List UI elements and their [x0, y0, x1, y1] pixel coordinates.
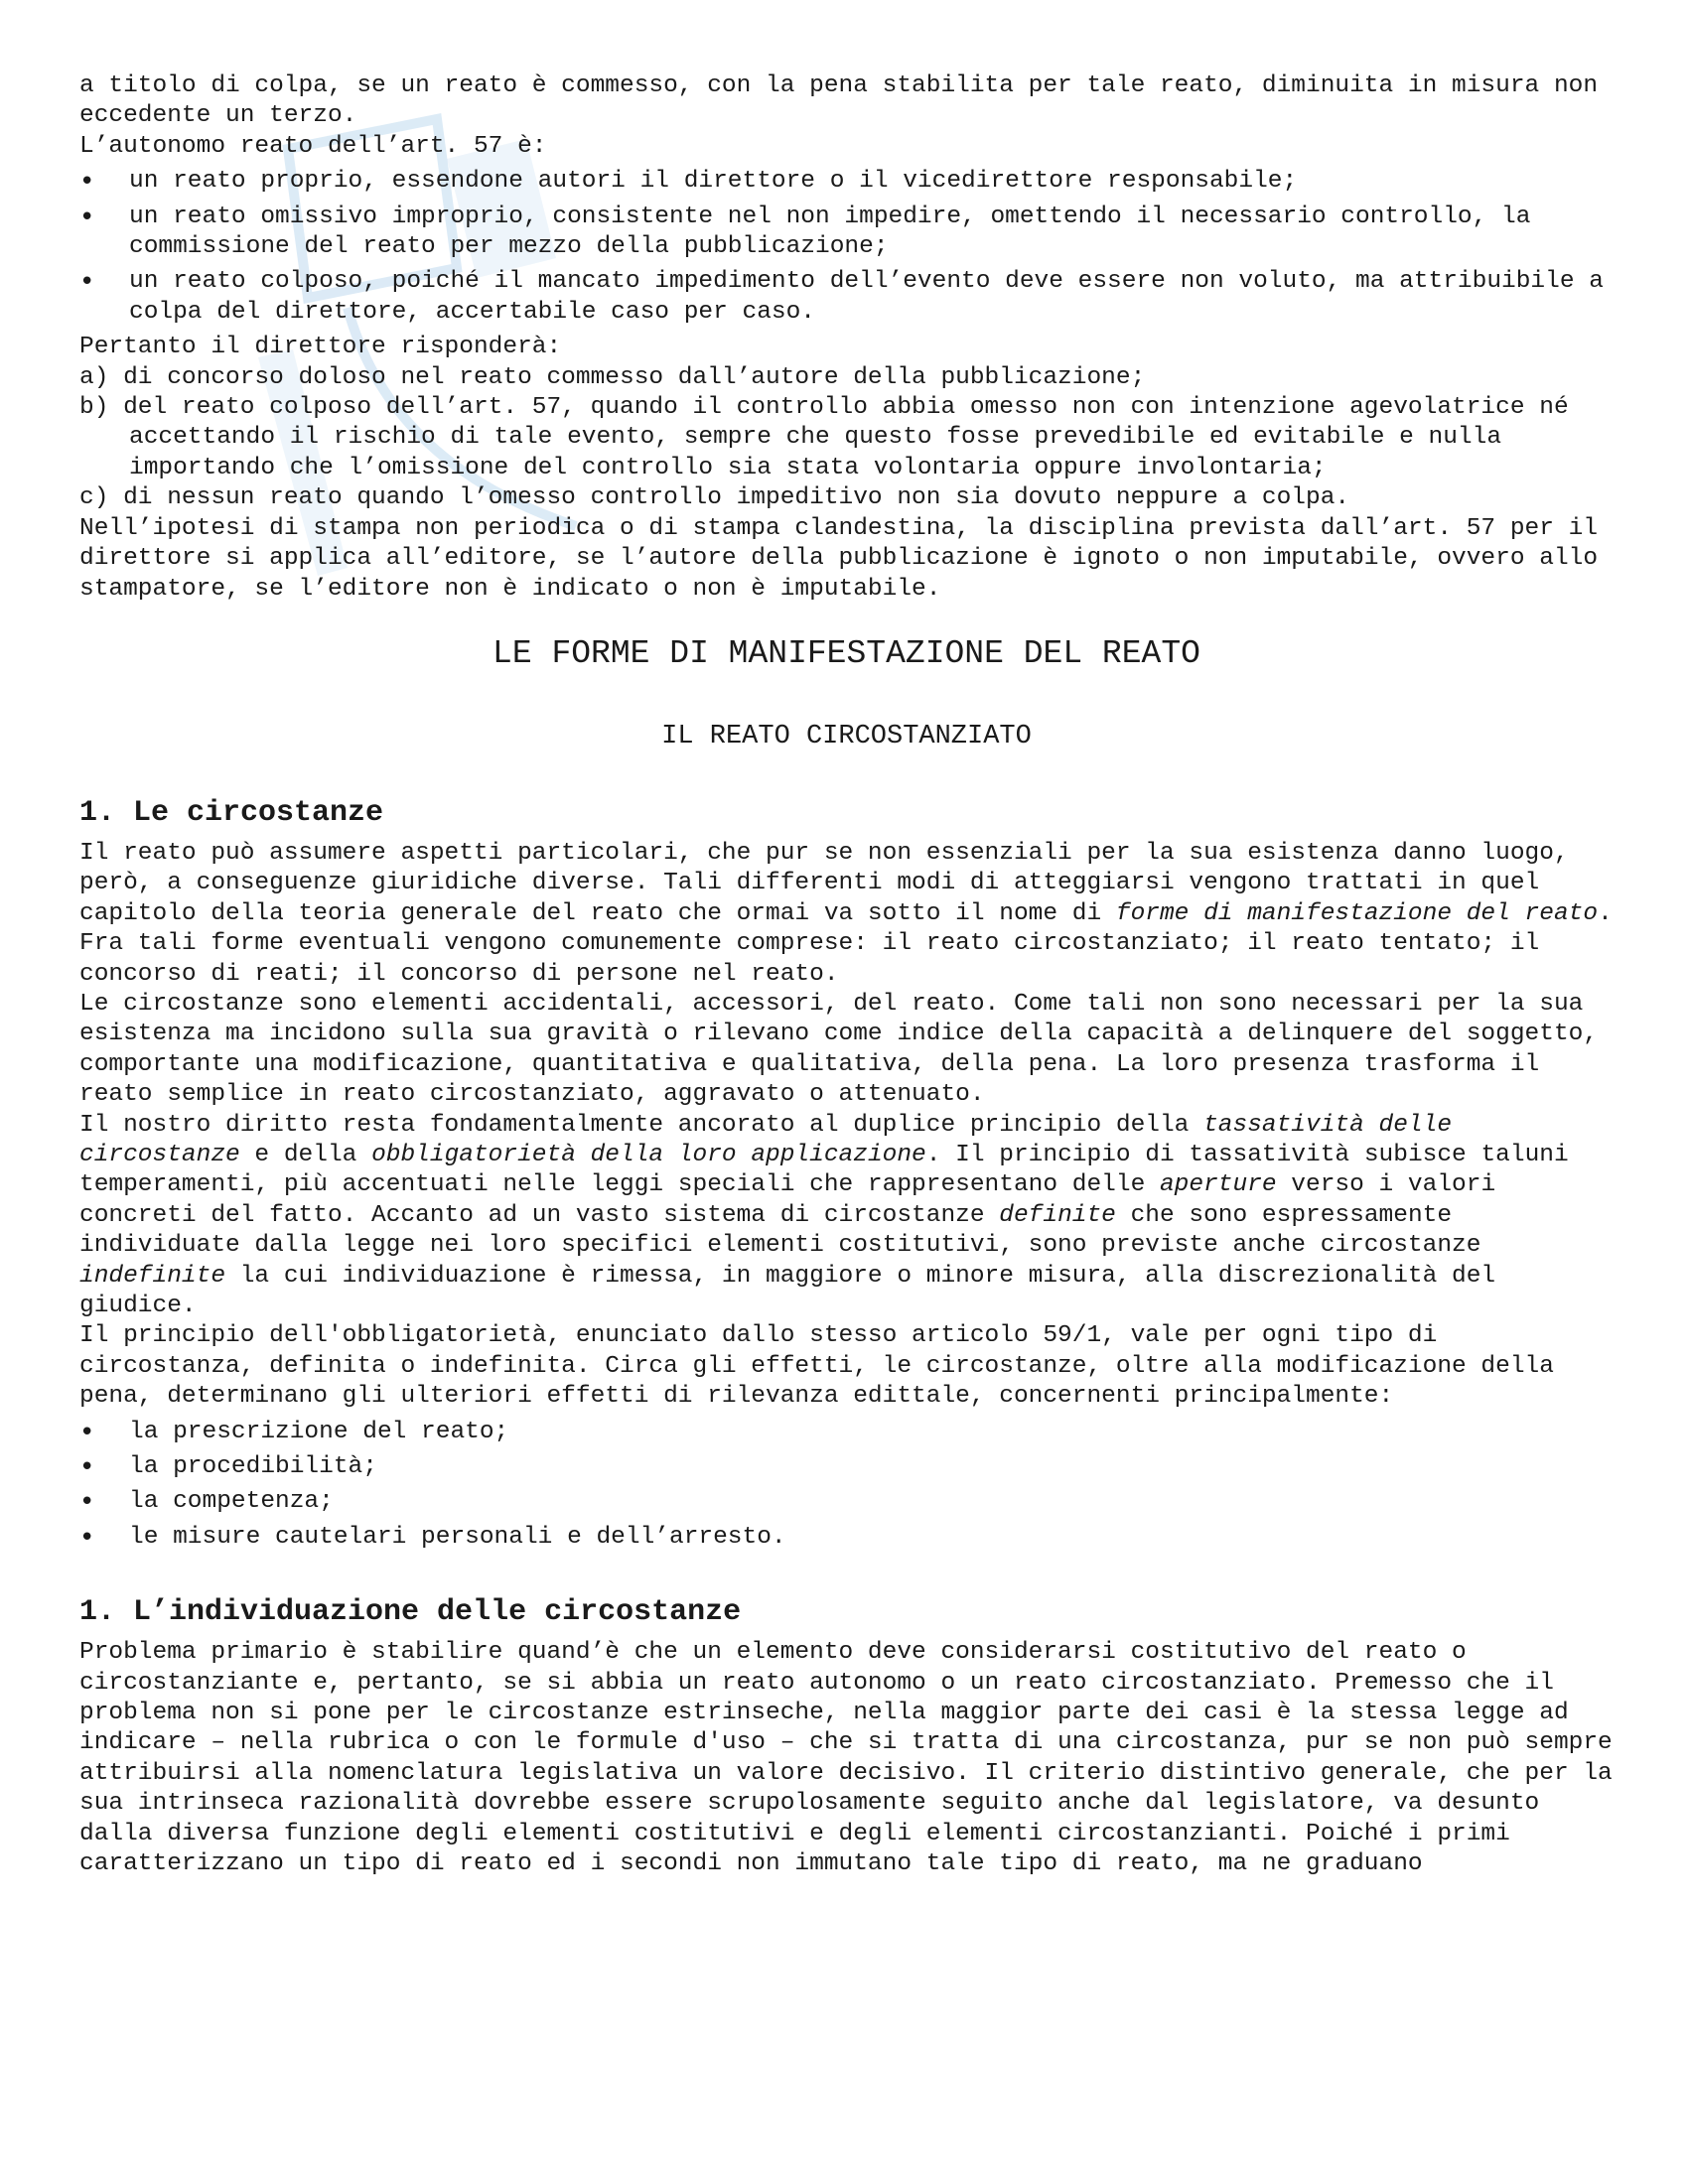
effects-bullet-list: [79, 1418, 1614, 1554]
list-item: • un reato omissivo improprio, consistente nel non impedire, omettendo il necessario controllo, la commissione del reato per mezzo della pubblicazione;: [79, 203, 1614, 263]
intro-paragraph-4: Nell’ipotesi di stampa non periodica o di stampa clandestina, la disciplina prevista dall’art. 57 per il direttore si applica all’editore, se l’autore della pubblicazione è ignoto o non imputabile, ovvero allo stampatore, se l’editore non è indicato o non è imputabile.: [79, 514, 1599, 603]
intro-lettered-list: [79, 363, 1614, 514]
section-heading-circostanze: 1. Le circostanze: [79, 795, 384, 830]
section1-paragraph-1: Il reato può assumere aspetti particolari, che pur se non essenziali per la sua esistenza danno luogo, però, a conseguenze giuridiche diverse. Tali differenti modi di atteggiarsi vengono trattati in quel capitolo della teoria generale del reato che ormai va sotto il nome di forme di manifestazione del reato. Fra tali forme eventuali vengono comunemente comprese: il reato circostanziato; il reato tentato; il concorso di reati; il concorso di persone nel reato.: [79, 839, 1613, 988]
chapter-title: LE FORME DI MANIFESTAZIONE DEL REATO: [492, 634, 1200, 672]
list-item: • le misure cautelari personali e dell’arresto.: [79, 1523, 1614, 1553]
list-item: • la prescrizione del reato;: [79, 1418, 1614, 1447]
document-page: [79, 71, 1614, 1880]
section1-paragraph-2: Le circostanze sono elementi accidentali, accessori, del reato. Come tali non sono necessari per la sua esistenza ma incidono sulla sua gravità o rilevano come indice della capacità a delinquere del soggetto, comportante una modificazione, quantitativa e qualitativa, della pena. La loro presenza trasforma il reato semplice in reato circostanziato, aggravato o attenuato.: [79, 990, 1599, 1109]
section2-paragraph-1: Problema primario è stabilire quand’è che un elemento deve considerarsi costitutivo del reato o circostanziante e, pertanto, se si abbia un reato autonomo o un reato circostanziato. Premesso che il problema non si pone per le circostanze estrinseche, nella maggior parte dei casi è la stessa legge ad indicare – nella rubrica o con le formule d'uso – che si tratta di una circostanza, pur se non può sempre attribuirsi alla nomenclatura legislativa un valore decisivo. Il criterio distintivo generale, che per la sua intrinseca razionalità dovrebbe essere scrupolosamente seguito anche dal legislatore, va desunto dalla diversa funzione degli elementi costitutivi e degli elementi circostanzianti. Poiché i primi caratterizzano un tipo di reato ed i secondi non immutano tale tipo di reato, ma ne graduano: [79, 1639, 1613, 1878]
section1-paragraph-3: Il nostro diritto resta fondamentalmente ancorato al duplice principio della tassatività delle circostanze e della obbligatorietà della loro applicazione. Il principio di tassatività subisce taluni temperamenti, più accentuati nelle leggi speciali che rappresentano delle aperture verso i valori concreti del fatto. Accanto ad un vasto sistema di circostanze definite che sono espressamente individuate dalla legge nei loro specifici elementi costitutivi, sono previste anche circostanze indefinite la cui individuazione è rimessa, in maggiore o minore misura, alla discrezionalità del giudice.: [79, 1111, 1569, 1319]
list-item: • un reato proprio, essendone autori il direttore o il vicedirettore responsabile;: [79, 167, 1614, 197]
list-item: • la competenza;: [79, 1487, 1614, 1517]
list-item: • la procedibilità;: [79, 1452, 1614, 1482]
section1-paragraph-4: Il principio dell'obbligatorietà, enunciato dallo stesso articolo 59/1, vale per ogni tipo di circostanza, definita o indefinita. Circa gli effetti, le circostanze, oltre alla modificazione della pena, determinano gli ulteriori effetti di rilevanza edittale, concernenti principalmente:: [79, 1322, 1554, 1411]
subchapter-title: IL REATO CIRCOSTANZIATO: [661, 721, 1032, 751]
document-content: [79, 71, 1614, 1880]
list-item: a) di concorso doloso nel reato commesso dall’autore della pubblicazione;: [79, 363, 1146, 391]
intro-bullet-list: [79, 167, 1614, 328]
section-heading-individuazione: 1. L’individuazione delle circostanze: [79, 1595, 742, 1630]
list-item: • un reato colposo, poiché il mancato impedimento dell’evento deve essere non voluto, ma attribuibile a colpa del direttore, accertabile caso per caso.: [79, 267, 1614, 328]
intro-paragraph-1: a titolo di colpa, se un reato è commesso, con la pena stabilita per tale reato, diminuita in misura non eccedente un terzo.: [79, 72, 1599, 130]
intro-paragraph-2: L’autonomo reato dell’art. 57 è:: [79, 132, 547, 160]
list-item: c) di nessun reato quando l’omesso controllo impeditivo non sia dovuto neppure a colpa.: [79, 484, 1350, 512]
intro-paragraph-3: Pertanto il direttore risponderà:: [79, 334, 562, 361]
list-item: b) del reato colposo dell’art. 57, quando il controllo abbia omesso non con intenzione agevolatrice né accettando il rischio di tale evento, sempre che questo fosse prevedibile ed evitabile e nulla importando che l’omissione del controllo sia stata volontaria oppure involontaria;: [79, 394, 1569, 481]
